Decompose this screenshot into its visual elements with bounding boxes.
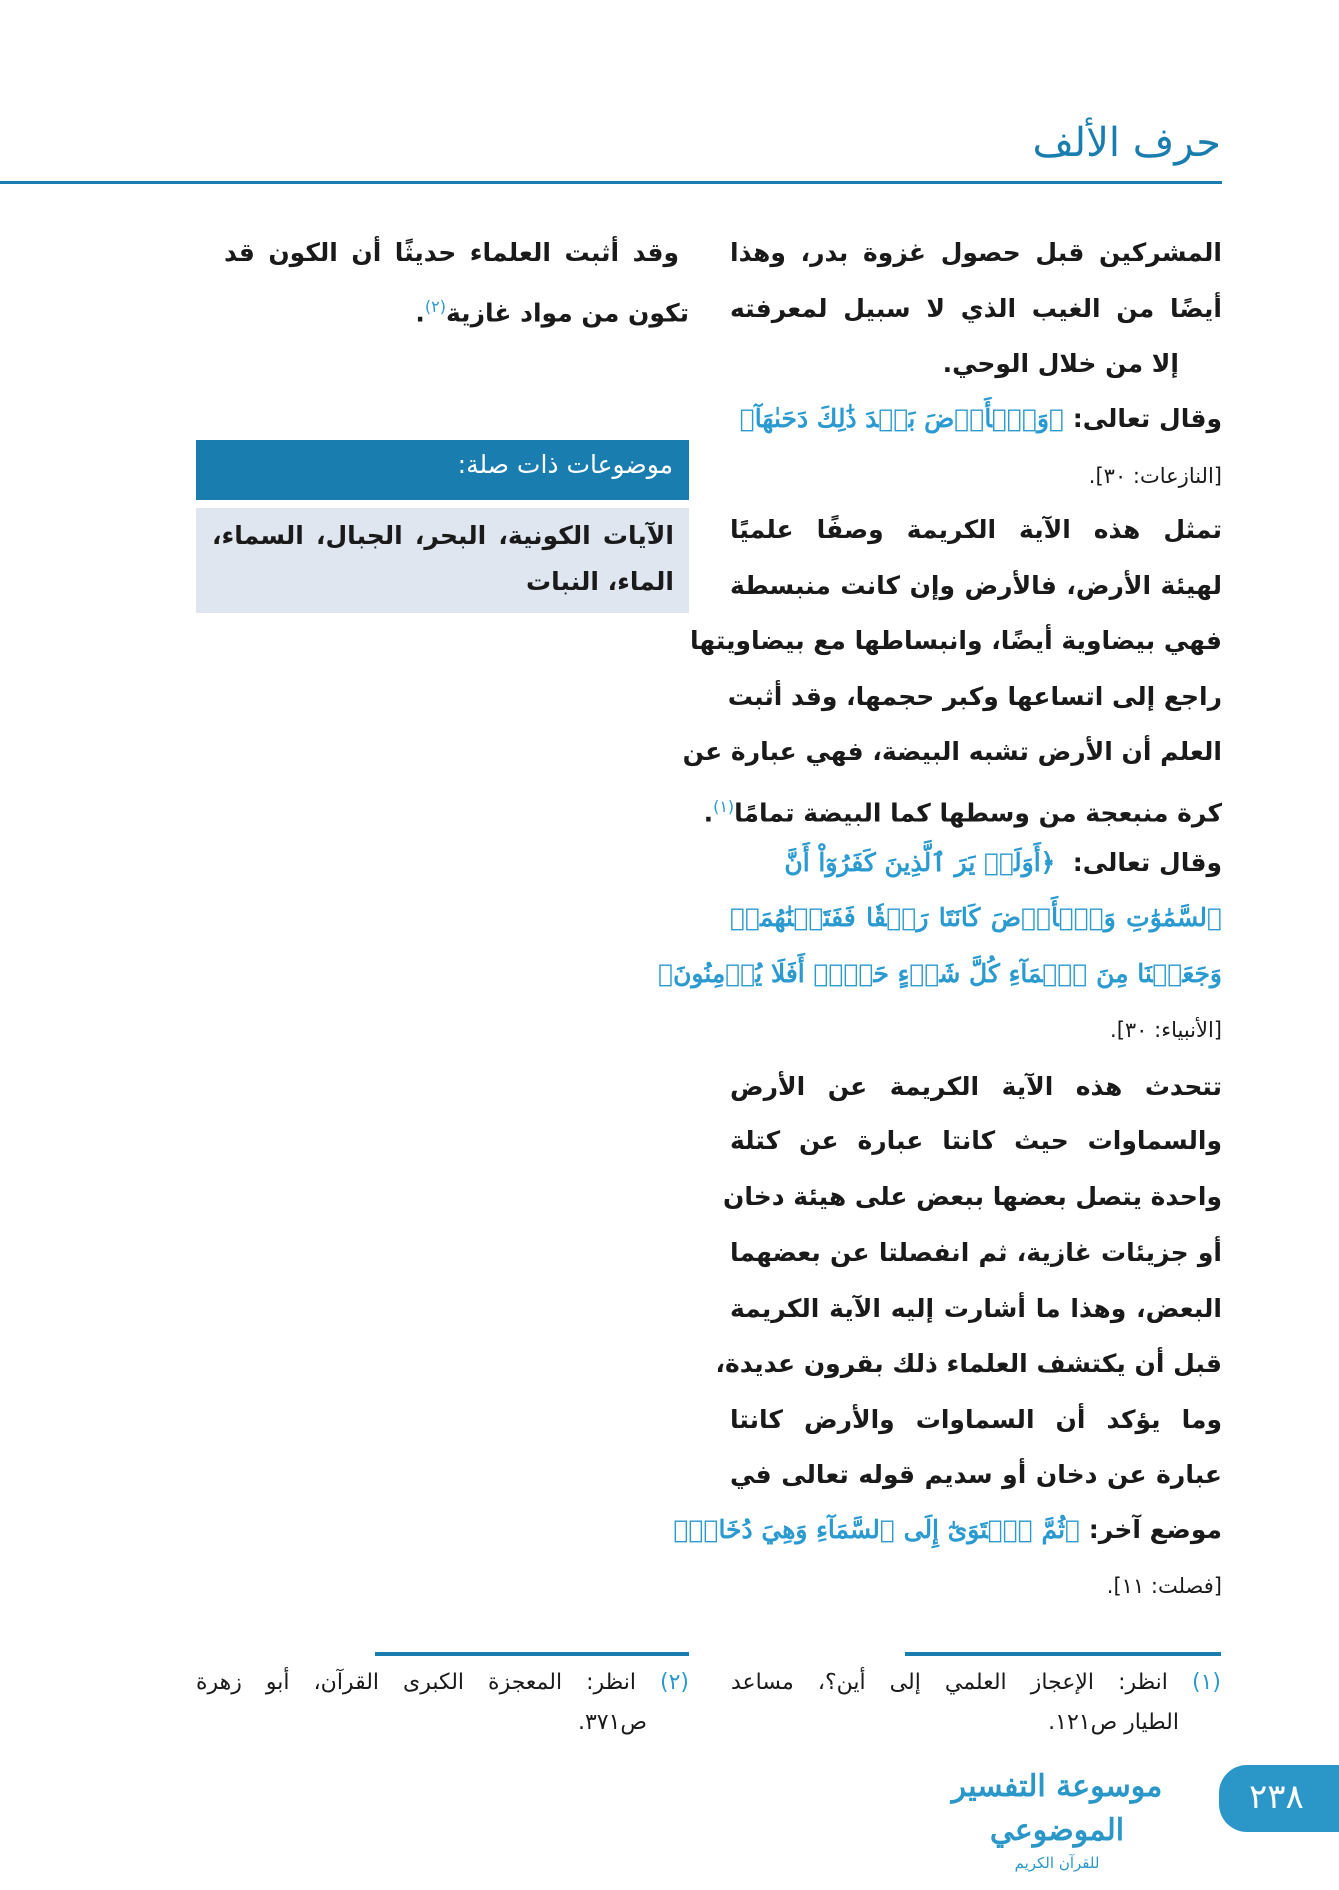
page-number: ٢٣٨	[1249, 1777, 1304, 1817]
body-line	[703, 787, 1222, 833]
quran-verse-line: ٱلسَّمَٰوَٰتِ وَٱلۡأَرۡضَ كَانَتَا رَتۡقٗا فَفَتَقۡنَٰهُمَاۖ	[730, 903, 1222, 932]
footnote-divider	[375, 1652, 689, 1656]
verse-reference: [النازعات: ٣٠].	[1088, 464, 1222, 488]
period: .	[415, 298, 425, 328]
body-line: لهيئة الأرض، فالأرض وإن كانت منبسطة	[730, 571, 1222, 600]
body-line: أيضًا من الغيب الذي لا سبيل لمعرفته	[730, 294, 1222, 323]
quran-verse: ﴿أَوَلَمۡ يَرَ ٱلَّذِينَ كَفَرُوٓاْ أَنَّ	[784, 848, 1056, 877]
logo-text: موسوعة التفسير الموضوعي	[951, 1769, 1163, 1848]
footnote-number: (١)	[1191, 1670, 1221, 1695]
body-line: وقد أثبت العلماء حديثًا أن الكون قد	[224, 238, 679, 267]
body-line: البعض، وهذا ما أشارت إليه الآية الكريمة	[730, 1294, 1222, 1323]
body-line: تمثل هذه الآية الكريمة وصفًا علميًا	[730, 515, 1222, 544]
encyclopedia-logo	[934, 1765, 1180, 1872]
header-divider	[0, 181, 1222, 184]
footnote-text: انظر: المعجزة الكبرى القرآن، أبو زهرة	[196, 1670, 636, 1695]
body-line: تتحدث هذه الآية الكريمة عن الأرض	[730, 1072, 1222, 1101]
body-line: المشركين قبل حصول غزوة بدر، وهذا	[730, 238, 1222, 267]
period: .	[703, 798, 714, 828]
verse-intro: موضع آخر:	[1088, 1515, 1222, 1544]
chapter-title: حرف الألف	[1032, 120, 1221, 166]
body-line	[730, 399, 1222, 439]
related-topics-header	[196, 440, 689, 500]
verse-intro: وقال تعالى:	[1072, 404, 1222, 433]
footnote-2-cont: ص٣٧١.	[577, 1710, 647, 1735]
footnote-text: انظر: الإعجاز العلمي إلى أين؟، مساعد	[731, 1670, 1168, 1695]
body-line: إلا من خلال الوحي.	[942, 349, 1179, 378]
body-line: واحدة يتصل بعضها ببعض على هيئة دخان	[723, 1182, 1222, 1211]
body-line	[673, 1510, 1222, 1550]
body-line: وما يؤكد أن السماوات والأرض كانتا	[730, 1405, 1222, 1434]
body-line: عبارة عن دخان أو سديم قوله تعالى في	[730, 1460, 1222, 1489]
body-text: تكون من مواد غازية	[446, 298, 689, 328]
verse-reference: [فصلت: ١١].	[1106, 1574, 1222, 1598]
quran-verse: ﴿ثُمَّ ٱسۡتَوَىٰٓ إِلَى ٱلسَّمَآءِ وَهِيَ دُخَانٞ﴾	[673, 1515, 1081, 1544]
related-topics-line[interactable]: الآيات الكونية، البحر، الجبال، السماء،	[212, 521, 674, 550]
footnote-1-cont: الطيار ص١٢١.	[1048, 1710, 1179, 1735]
page-number-tab	[1219, 1765, 1339, 1832]
footnote-divider	[905, 1652, 1221, 1656]
footnote-ref-1[interactable]: (١)	[713, 797, 735, 816]
related-topics-title: موضوعات ذات صلة:	[457, 450, 673, 479]
quran-verse: ﴿وَٱلۡأَرۡضَ بَعۡدَ ذَٰلِكَ دَحَىٰهَآ﴾	[739, 404, 1065, 433]
footnote-1	[731, 1664, 1221, 1702]
body-line	[730, 843, 1222, 883]
body-text: كرة منبعجة من وسطها كما البيضة تمامًا	[734, 798, 1222, 828]
logo-subtext: للقرآن الكريم	[1014, 1854, 1100, 1872]
body-line: والسماوات حيث كانتا عبارة عن كتلة	[730, 1126, 1222, 1155]
body-line: فهي بيضاوية أيضًا، وانبساطها مع بيضاويتها	[689, 626, 1222, 655]
quran-verse-line: وَجَعَلۡنَا مِنَ ٱلۡمَآءِ كُلَّ شَيۡءٍ حَيٍّۚ أَفَلَا يُؤۡمِنُونَ﴾	[658, 959, 1222, 988]
related-topics-line[interactable]: الماء، النبات	[526, 567, 674, 596]
footnote-ref-2[interactable]: (٢)	[424, 297, 447, 316]
verse-reference: [الأنبياء: ٣٠].	[1110, 1018, 1222, 1042]
body-line	[196, 287, 689, 333]
body-line: راجع إلى اتساعها وكبر حجمها، وقد أثبت	[727, 682, 1222, 711]
body-line: قبل أن يكتشف العلماء ذلك بقرون عديدة،	[715, 1349, 1222, 1378]
body-line: العلم أن الأرض تشبه البيضة، فهي عبارة عن	[682, 737, 1222, 766]
footnote-2	[196, 1664, 689, 1702]
footnote-number: (٢)	[660, 1670, 690, 1695]
verse-intro: وقال تعالى:	[1072, 848, 1222, 877]
body-line: أو جزيئات غازية، ثم انفصلتا عن بعضهما	[730, 1238, 1222, 1267]
